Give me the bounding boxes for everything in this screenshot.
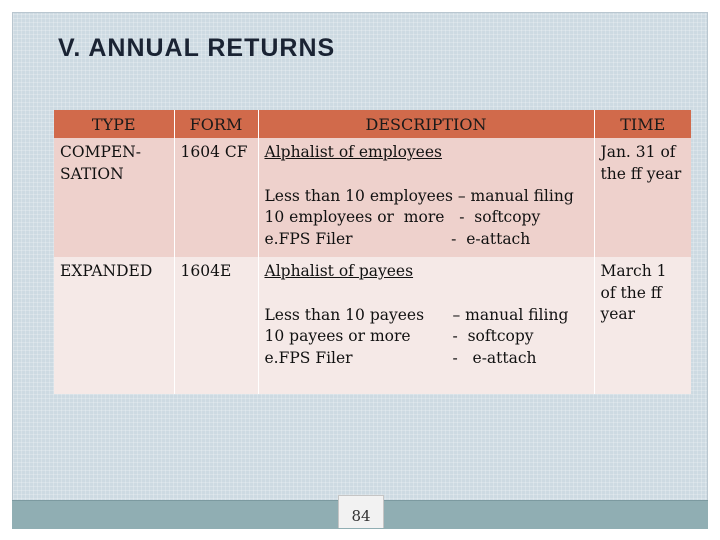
cell-time bbox=[594, 257, 691, 394]
cell-description bbox=[258, 138, 594, 257]
description-line: e.FPS Filer - e-attach bbox=[264, 229, 531, 248]
annual-returns-table bbox=[54, 110, 691, 394]
page-number: 84 bbox=[338, 495, 384, 528]
slide-title: V. ANNUAL RETURNS bbox=[58, 34, 336, 62]
description-line: Less than 10 employees – manual filing bbox=[264, 186, 574, 205]
description-line: Less than 10 payees bbox=[264, 305, 425, 324]
description-heading: Alphalist of employees bbox=[264, 143, 442, 161]
header-description: DESCRIPTION bbox=[258, 110, 594, 138]
description-line: - softcopy bbox=[452, 327, 534, 345]
time-text: March 1 of the ff year bbox=[600, 262, 667, 323]
cell-description bbox=[258, 257, 594, 394]
table-header-row bbox=[54, 110, 691, 138]
cell-form: 1604E bbox=[174, 257, 258, 394]
table-row bbox=[54, 257, 691, 394]
description-line: e.FPS Filer bbox=[264, 348, 353, 367]
header-time: TIME bbox=[594, 110, 691, 138]
description-heading: Alphalist of payees bbox=[264, 262, 414, 280]
description-right-column bbox=[453, 305, 569, 370]
cell-type: EXPANDED bbox=[54, 257, 174, 394]
time-text: Jan. 31 of the ff year bbox=[600, 143, 682, 183]
description-columns bbox=[265, 305, 588, 370]
cell-time bbox=[594, 138, 691, 257]
cell-type bbox=[54, 138, 174, 257]
header-form: FORM bbox=[174, 110, 258, 138]
cell-form: 1604 CF bbox=[174, 138, 258, 257]
table-row bbox=[54, 138, 691, 257]
description-left-column bbox=[265, 305, 453, 370]
description-line: 10 employees or more - softcopy bbox=[264, 208, 541, 226]
description-line: - e-attach bbox=[452, 348, 537, 367]
description-line: – manual filing bbox=[452, 305, 569, 324]
description-line: 10 payees or more bbox=[264, 327, 411, 345]
header-type: TYPE bbox=[54, 110, 174, 138]
type-text: COMPEN- SATION bbox=[60, 143, 141, 183]
